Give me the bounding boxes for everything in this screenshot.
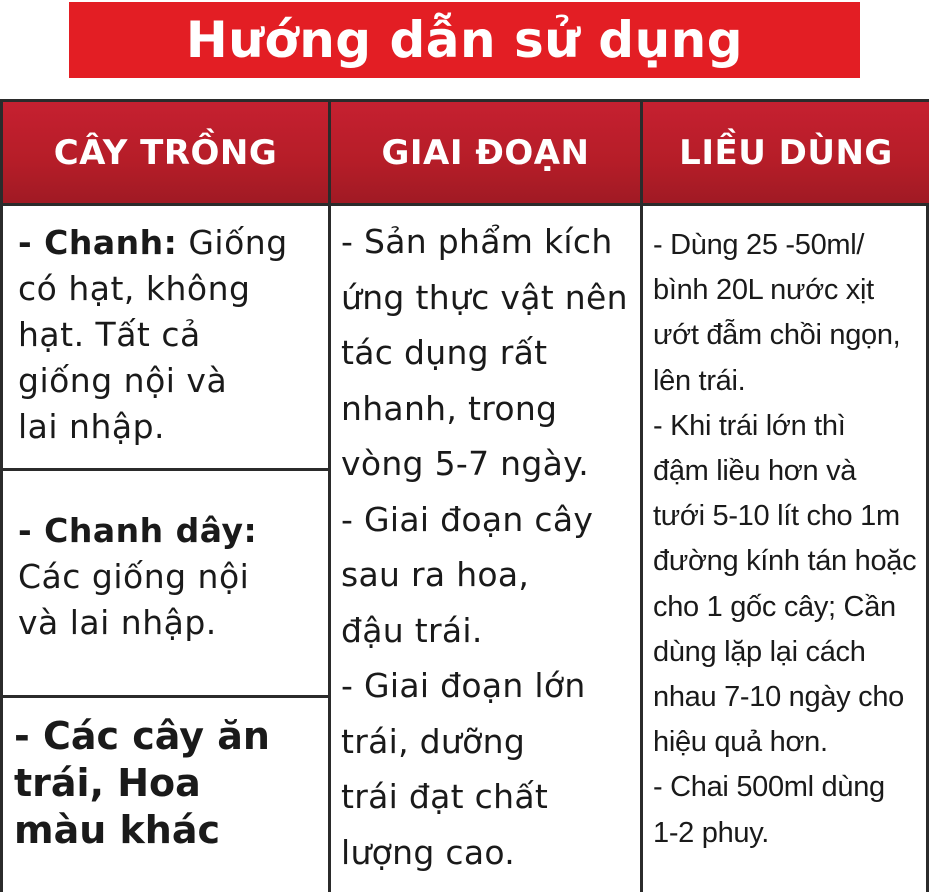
row-divider [3, 468, 328, 471]
header-crop: CÂY TRỒNG [3, 102, 328, 203]
crop-lemon-text: Giống có hạt, không hạt. Tất cả giống nội và lai nhập. [18, 223, 288, 446]
usage-table [0, 99, 929, 892]
stage-text: - Sản phẩm kích ứng thực vật nên tác dụng rất nhanh, trong vòng 5-7 ngày. - Giai đoạn cây sau ra hoa, đậu trái. - Giai đoạn lớn trái, dưỡng trái đạt chất lượng cao. [341, 222, 628, 872]
column-divider [640, 102, 643, 892]
crop-passion-fruit-text: Các giống nội và lai nhập. [18, 557, 250, 642]
page-title: Hướng dẫn sử dụng [69, 2, 860, 78]
crop-other-fruit [14, 713, 326, 854]
header-divider [3, 203, 929, 206]
row-divider [3, 695, 328, 698]
crop-other-fruit-text: - Các cây ăn trái, Hoa màu khác [14, 714, 270, 852]
crop-passion-fruit [18, 508, 326, 646]
header-stage: GIAI ĐOẠN [331, 102, 640, 203]
crop-passion-fruit-label: - Chanh dây: [18, 511, 258, 550]
crop-lemon-label: - Chanh: [18, 223, 178, 262]
crop-lemon [18, 220, 326, 450]
header-dose: LIỀU DÙNG [643, 102, 929, 203]
column-divider [328, 102, 331, 892]
dose-text: - Dùng 25 -50ml/ bình 20L nước xịt ướt đẫm chồi ngọn, lên trái. - Khi trái lớn thì đậm liều hơn và tưới 5-10 lít cho 1m đường kính tán hoặc cho 1 gốc cây; Cần dùng lặp lại cách nhau 7-10 ngày cho hiệu quả hơn. - Chai 500ml dùng 1-2 phuy. [653, 229, 917, 849]
